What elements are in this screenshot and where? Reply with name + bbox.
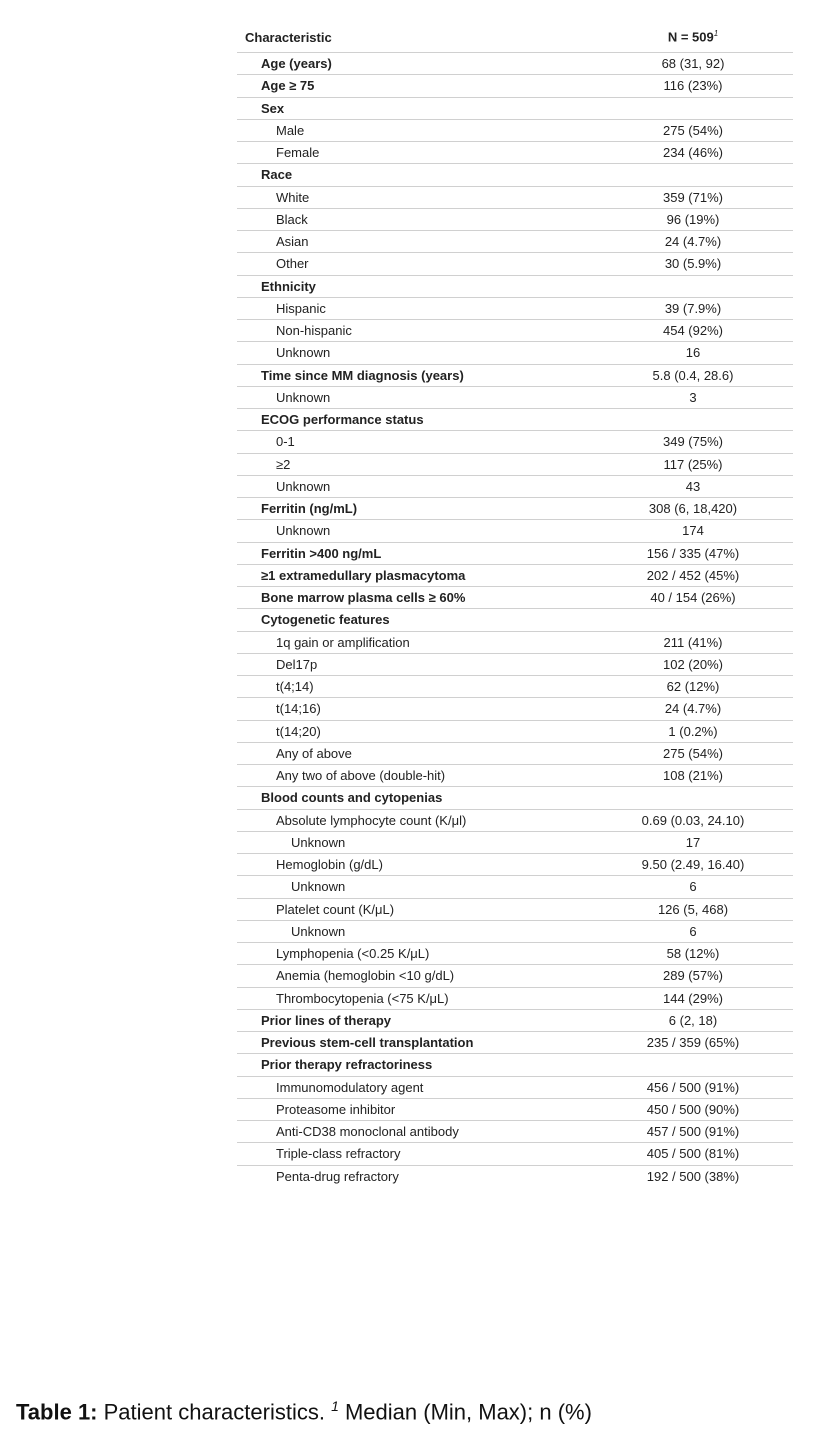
row-label: Hemoglobin (g/dL) xyxy=(276,857,383,873)
row-label: Penta-drug refractory xyxy=(276,1169,399,1185)
row-label: 1q gain or amplification xyxy=(276,634,410,650)
row-value: 24 (4.7%) xyxy=(664,234,722,250)
row-label: Race xyxy=(261,167,293,183)
table-row xyxy=(237,53,793,75)
row-label: Thrombocytopenia (<75 K/μL) xyxy=(276,990,449,1006)
row-label: t(14;20) xyxy=(276,723,321,739)
table-row xyxy=(237,765,793,787)
table-row xyxy=(237,676,793,698)
row-value: 30 (5.9%) xyxy=(664,256,722,272)
table-row xyxy=(237,921,793,943)
table-row xyxy=(237,209,793,231)
row-label: Anemia (hemoglobin <10 g/dL) xyxy=(276,968,455,984)
table-row xyxy=(237,854,793,876)
table-row xyxy=(237,1099,793,1121)
patient-characteristics-table xyxy=(237,22,793,1188)
row-label: ≥1 extramedullary plasmacytoma xyxy=(261,567,466,583)
row-label: Bone marrow plasma cells ≥ 60% xyxy=(261,590,466,606)
table-row xyxy=(237,1121,793,1143)
row-value: 359 (71%) xyxy=(663,189,723,205)
table-row xyxy=(237,698,793,720)
table-row xyxy=(237,431,793,453)
row-label: White xyxy=(276,189,310,205)
row-value: 235 / 359 (65%) xyxy=(646,1035,740,1051)
row-value: 40 / 154 (26%) xyxy=(650,590,736,606)
row-label: t(4;14) xyxy=(276,679,314,695)
row-value: 102 (20%) xyxy=(663,656,723,672)
table-row xyxy=(237,876,793,898)
row-value: 16 xyxy=(685,345,701,361)
row-label: Sex xyxy=(261,100,285,116)
table-row xyxy=(237,164,793,186)
row-label: Prior therapy refractoriness xyxy=(261,1057,433,1073)
row-value: 289 (57%) xyxy=(663,968,723,984)
table-row xyxy=(237,75,793,97)
table-row xyxy=(237,721,793,743)
row-label: Unknown xyxy=(276,478,331,494)
table-row xyxy=(237,498,793,520)
row-label: Proteasome inhibitor xyxy=(276,1101,396,1117)
row-label: Non-hispanic xyxy=(276,323,352,339)
row-value: 454 (92%) xyxy=(663,323,723,339)
table-row xyxy=(237,120,793,142)
row-label: ≥2 xyxy=(276,456,291,472)
row-value: 17 xyxy=(685,834,701,850)
row-label: Absolute lymphocyte count (K/μl) xyxy=(276,812,467,828)
table-row xyxy=(237,1077,793,1099)
row-value: 6 xyxy=(689,923,697,939)
row-value: 234 (46%) xyxy=(663,145,723,161)
row-label: Del17p xyxy=(276,656,318,672)
row-label: ECOG performance status xyxy=(261,412,424,428)
row-value: 211 (41%) xyxy=(663,634,723,650)
row-label: Unknown xyxy=(276,345,331,361)
row-label: Previous stem-cell transplantation xyxy=(261,1035,474,1051)
table-row xyxy=(237,276,793,298)
row-value: 144 (29%) xyxy=(663,990,723,1006)
row-label: Asian xyxy=(276,234,309,250)
row-label: Hispanic xyxy=(276,300,326,316)
table-row xyxy=(237,231,793,253)
table-row xyxy=(237,454,793,476)
row-label: Ferritin >400 ng/mL xyxy=(261,545,382,561)
table-row xyxy=(237,298,793,320)
row-value: 0.69 (0.03, 24.10) xyxy=(641,812,745,828)
table-row xyxy=(237,342,793,364)
table-row xyxy=(237,832,793,854)
table-row xyxy=(237,543,793,565)
row-value: 308 (6, 18,420) xyxy=(648,501,738,517)
row-label: Unknown xyxy=(291,879,346,895)
table-row xyxy=(237,187,793,209)
row-label: Age ≥ 75 xyxy=(261,78,315,94)
table-body xyxy=(237,53,793,1188)
table-row xyxy=(237,654,793,676)
row-value: 39 (7.9%) xyxy=(664,300,722,316)
row-value: 6 xyxy=(689,879,697,895)
row-value: 68 (31, 92) xyxy=(661,56,725,72)
table-row xyxy=(237,253,793,275)
header-n xyxy=(593,29,793,44)
row-value: 58 (12%) xyxy=(666,946,720,962)
table-header-row xyxy=(237,22,793,53)
table-row xyxy=(237,387,793,409)
row-label: Unknown xyxy=(291,923,346,939)
row-label: Female xyxy=(276,145,320,161)
row-label: Cytogenetic features xyxy=(261,612,390,628)
table-row xyxy=(237,965,793,987)
header-characteristic: Characteristic xyxy=(245,29,332,45)
row-value: 275 (54%) xyxy=(663,745,723,761)
row-label: Age (years) xyxy=(261,56,332,72)
row-value: 5.8 (0.4, 28.6) xyxy=(652,367,734,383)
table-row xyxy=(237,365,793,387)
caption-label: Table 1: xyxy=(16,1399,98,1425)
table-row xyxy=(237,565,793,587)
table-row xyxy=(237,743,793,765)
row-value: 202 / 452 (45%) xyxy=(646,567,740,583)
table-row xyxy=(237,587,793,609)
table-row xyxy=(237,632,793,654)
row-label: Prior lines of therapy xyxy=(261,1012,392,1028)
row-value: 96 (19%) xyxy=(666,211,720,227)
table-row xyxy=(237,476,793,498)
table-row xyxy=(237,320,793,342)
row-label: Immunomodulatory agent xyxy=(276,1079,424,1095)
row-label: Unknown xyxy=(291,834,346,850)
table-row xyxy=(237,1054,793,1076)
table-row xyxy=(237,609,793,631)
row-value: 156 / 335 (47%) xyxy=(646,545,740,561)
row-value: 6 (2, 18) xyxy=(668,1012,718,1028)
row-label: Platelet count (K/μL) xyxy=(276,901,395,917)
row-value: 117 (25%) xyxy=(663,456,723,472)
row-label: Other xyxy=(276,256,309,272)
table-row xyxy=(237,1032,793,1054)
row-label: Any of above xyxy=(276,745,352,761)
row-label: Time since MM diagnosis (years) xyxy=(261,367,464,383)
row-label: t(14;16) xyxy=(276,701,321,717)
row-value: 1 (0.2%) xyxy=(668,723,718,739)
row-value: 192 / 500 (38%) xyxy=(646,1169,740,1185)
caption-footnote-text: Median (Min, Max); n (%) xyxy=(338,1399,592,1425)
row-value: 108 (21%) xyxy=(663,768,723,784)
row-value: 174 xyxy=(682,523,704,539)
table-row xyxy=(237,787,793,809)
table-row xyxy=(237,810,793,832)
row-label: Male xyxy=(276,122,305,138)
row-label: 0-1 xyxy=(276,434,295,450)
row-label: Unknown xyxy=(276,389,331,405)
row-value: 457 / 500 (91%) xyxy=(646,1124,740,1140)
header-n-footnote: 1 xyxy=(713,29,719,39)
caption-text: Patient characteristics. xyxy=(97,1399,332,1425)
row-value: 43 xyxy=(685,478,701,494)
row-value: 126 (5, 468) xyxy=(657,901,729,917)
table-row xyxy=(237,1143,793,1165)
table-row xyxy=(237,1166,793,1188)
table-row xyxy=(237,988,793,1010)
row-label: Triple-class refractory xyxy=(276,1146,401,1162)
row-value: 450 / 500 (90%) xyxy=(646,1101,740,1117)
table-row xyxy=(237,899,793,921)
table-row xyxy=(237,1010,793,1032)
row-label: Unknown xyxy=(276,523,331,539)
row-label: Black xyxy=(276,211,308,227)
row-label: Anti-CD38 monoclonal antibody xyxy=(276,1124,459,1140)
table-row xyxy=(237,520,793,542)
table-row xyxy=(237,409,793,431)
row-value: 405 / 500 (81%) xyxy=(646,1146,740,1162)
row-label: Any two of above (double-hit) xyxy=(276,768,446,784)
row-label: Blood counts and cytopenias xyxy=(261,790,443,806)
table-caption xyxy=(16,1398,592,1425)
row-value: 456 / 500 (91%) xyxy=(646,1079,740,1095)
row-value: 3 xyxy=(689,389,697,405)
caption-footnote-mark: 1 xyxy=(331,1398,339,1414)
header-n-text: N = 509 xyxy=(667,29,714,45)
row-value: 275 (54%) xyxy=(663,122,723,138)
row-label: Ethnicity xyxy=(261,278,316,294)
row-value: 116 (23%) xyxy=(663,78,723,94)
row-label: Ferritin (ng/mL) xyxy=(261,501,358,517)
row-value: 9.50 (2.49, 16.40) xyxy=(641,857,745,873)
row-value: 24 (4.7%) xyxy=(664,701,722,717)
table-row xyxy=(237,142,793,164)
table-row xyxy=(237,98,793,120)
row-value: 349 (75%) xyxy=(663,434,723,450)
row-value: 62 (12%) xyxy=(666,679,720,695)
table-row xyxy=(237,943,793,965)
row-label: Lymphopenia (<0.25 K/μL) xyxy=(276,946,430,962)
